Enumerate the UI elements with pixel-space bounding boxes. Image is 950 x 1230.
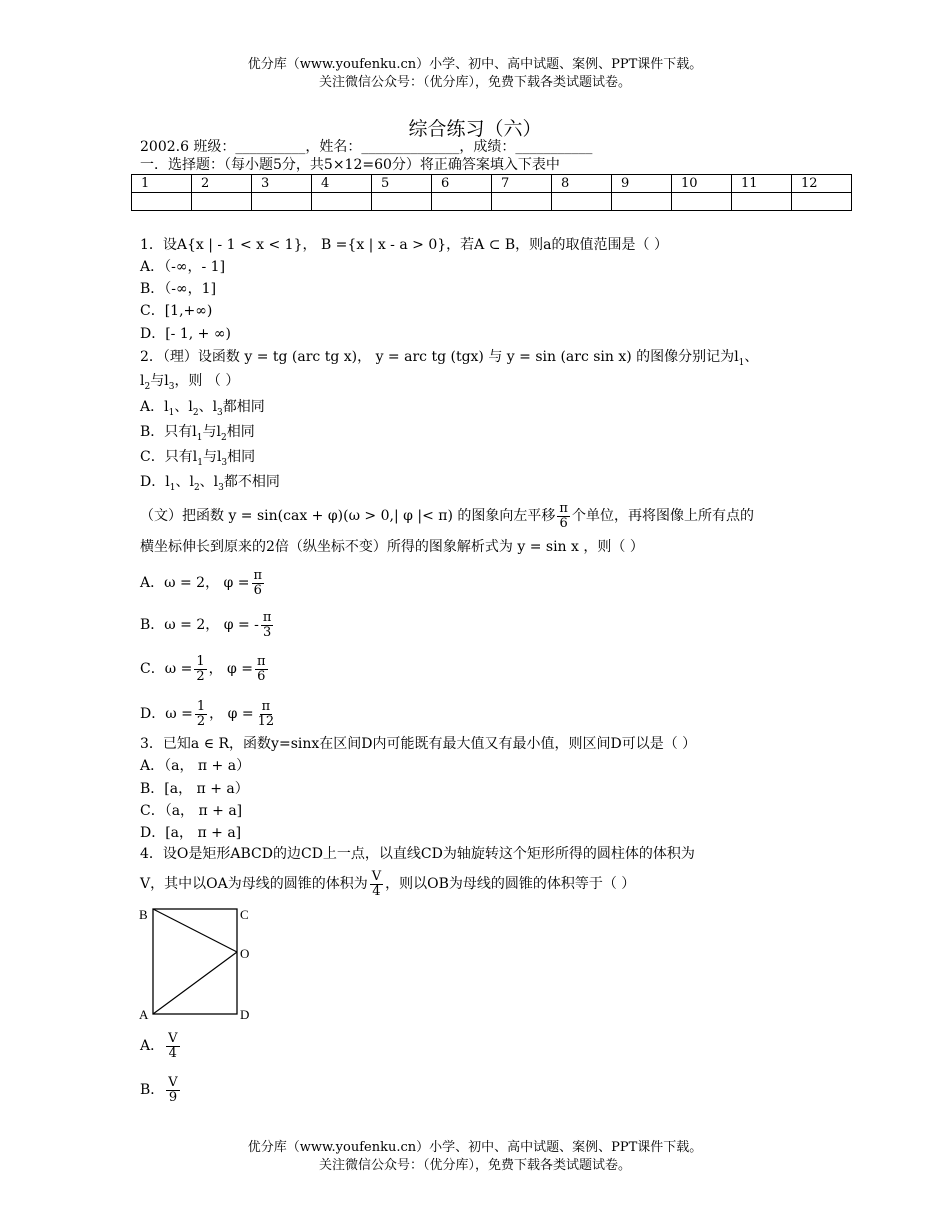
- answer-cell[interactable]: [192, 193, 252, 211]
- option-fraction: [252, 569, 265, 598]
- q2-sub: 3: [168, 381, 175, 392]
- q1-stem: 1．设A{x | - 1 < x < 1}， B ={x | x - a > 0}，若A ⊂ B，则a的取值范围是（ ）: [140, 237, 668, 253]
- q2-l: l: [164, 399, 169, 415]
- label-o: O: [240, 946, 250, 961]
- fraction-denominator: 6: [559, 515, 568, 531]
- q2-with: 与: [202, 424, 217, 440]
- fraction-numerator: 1: [196, 698, 206, 714]
- q4-stem-text: V，其中以OA为母线的圆锥的体积为: [140, 876, 368, 892]
- q4-stem-end: ，则以OB为母线的圆锥的体积等于（ ）: [385, 876, 636, 892]
- q2-l: l: [192, 424, 197, 440]
- fraction-numerator: V: [168, 1074, 178, 1090]
- q2-sub: 2: [144, 381, 151, 392]
- label-d: D: [240, 1007, 250, 1022]
- fraction-denominator: 4: [168, 1045, 177, 1061]
- q4-option-b: [140, 1072, 182, 1108]
- answer-cell[interactable]: [792, 193, 852, 211]
- q2-d-end: 都不相同: [223, 474, 280, 490]
- answer-number: 9: [612, 175, 672, 193]
- option-label: C．只有: [140, 449, 193, 465]
- answer-number: 6: [432, 175, 492, 193]
- option-label: C．: [140, 661, 165, 677]
- answer-number: 2: [192, 175, 252, 193]
- fraction-numerator: π: [261, 698, 271, 714]
- q4-stem-line-2: [140, 866, 635, 902]
- page-header-line-1: 优分库（www.youfenku.cn）小学、初中、高中试题、案例、PPT课件下载。: [247, 57, 703, 72]
- answer-number: 12: [792, 175, 852, 193]
- answer-number: 3: [252, 175, 312, 193]
- q2-l: l: [164, 373, 169, 389]
- q2w-stem-line-1: [140, 501, 754, 531]
- q2-sub: 1: [197, 457, 203, 468]
- q2-sub: 1: [196, 432, 203, 443]
- fraction-denominator: 6: [257, 668, 266, 684]
- segment-oa: [153, 952, 237, 1014]
- q2w-stem-text: （文）把函数 y = sin(cax + φ)(ω > 0,| φ |< π) 的图象向左平移: [140, 508, 556, 524]
- shift-fraction: [557, 502, 570, 531]
- option-fraction: [166, 1032, 179, 1061]
- q2-l: l: [216, 424, 221, 440]
- q4-option-a: [140, 1028, 182, 1064]
- q2-sub: 1: [168, 407, 175, 418]
- option-label: A．: [140, 575, 165, 591]
- q2-sub: 2: [193, 482, 200, 493]
- volume-fraction: [370, 870, 383, 899]
- option-text: ， φ =: [208, 661, 254, 677]
- q3-stem: 3．已知a ∈ R，函数y=sinx在区间D内可能既有最大值又有最小值，则区间D可以是（ ）: [140, 736, 697, 752]
- label-a: A: [139, 1007, 149, 1022]
- q2-l: l: [212, 399, 218, 415]
- answer-cell[interactable]: [612, 193, 672, 211]
- q2w-option-a: [140, 565, 266, 601]
- label-c: C: [240, 907, 249, 922]
- q2-sub: 3: [218, 482, 224, 493]
- answer-cell[interactable]: [492, 193, 552, 211]
- q3-option-d: D．[a， π + a]: [140, 825, 242, 841]
- phi-fraction: [256, 700, 277, 729]
- q1-option-a: A．（-∞，- 1]: [140, 259, 226, 275]
- fraction-denominator: 3: [263, 624, 272, 640]
- q2-same: 相同: [227, 449, 256, 465]
- q4-stem-line-1: 4．设O是矩形ABCD的边CD上一点，以直线CD为轴旋转这个矩形所得的圆柱体的体积为: [140, 846, 695, 862]
- option-label: A．: [140, 1038, 165, 1054]
- fraction-denominator: 6: [253, 582, 262, 598]
- answer-cell[interactable]: [732, 193, 792, 211]
- option-label: A．: [140, 399, 165, 415]
- option-text: ω =: [164, 661, 193, 677]
- q2-sep: 、: [199, 474, 214, 490]
- omega-fraction: [194, 655, 206, 684]
- answer-cell[interactable]: [432, 193, 492, 211]
- q2-sub: 1: [169, 482, 176, 493]
- answer-cell[interactable]: [372, 193, 432, 211]
- answer-cell[interactable]: [252, 193, 312, 211]
- q2-option-b: [140, 423, 255, 447]
- fraction-numerator: 1: [196, 653, 205, 669]
- option-label: D．: [140, 474, 166, 490]
- rectangle-diagram: [137, 902, 257, 1024]
- answer-number: 1: [132, 175, 192, 193]
- q2w-stem-line-2: 横坐标伸长到原来的2倍（纵坐标不变）所得的图象解析式为 y = sin x ，则（ ）: [140, 539, 644, 555]
- q2-stem-end: ，则 （ ）: [174, 373, 240, 389]
- fraction-denominator: 2: [196, 713, 206, 729]
- answer-cell[interactable]: [132, 193, 192, 211]
- label-b: B: [139, 907, 148, 922]
- q2w-option-c: [140, 651, 270, 687]
- answer-cell[interactable]: [672, 193, 732, 211]
- q2-with: 与: [202, 449, 217, 465]
- q3-option-b: B．[a， π + a）: [140, 781, 249, 797]
- option-label: B．: [140, 617, 165, 633]
- fraction-denominator: 2: [196, 668, 205, 684]
- option-fraction: [261, 611, 274, 640]
- q2-same: 相同: [226, 424, 255, 440]
- option-text: ， φ =: [209, 706, 254, 722]
- fraction-numerator: π: [559, 500, 568, 516]
- q2-l: l: [189, 474, 194, 490]
- answer-number: 8: [552, 175, 612, 193]
- answer-number: 4: [312, 175, 372, 193]
- option-text: ω = 2， φ = -: [164, 617, 259, 633]
- fraction-numerator: π: [257, 653, 266, 669]
- q2-a-end: 都相同: [222, 399, 265, 415]
- q2-sub: 3: [217, 407, 223, 418]
- q2-sub: 1: [738, 357, 745, 368]
- q2-sep: 、: [175, 474, 190, 490]
- answer-number: 11: [732, 175, 792, 193]
- page-footer-line-1: 优分库（www.youfenku.cn）小学、初中、高中试题、案例、PPT课件下载。: [247, 1140, 703, 1155]
- q3-option-a: A．（a， π + a）: [140, 758, 251, 774]
- q3-option-c: C．（a， π + a]: [140, 803, 243, 819]
- q2-l: l: [165, 474, 170, 490]
- q2-sub: 2: [221, 432, 227, 443]
- segment-ob: [153, 909, 237, 952]
- q2-l: l: [140, 373, 145, 389]
- option-fraction: [166, 1076, 179, 1105]
- q1-option-c: C．[1,+∞): [140, 303, 213, 319]
- q2-stem-line-1: [140, 348, 758, 372]
- q2-sub: 3: [221, 457, 228, 468]
- q2-sep: 、: [198, 399, 213, 415]
- answer-table-header-row: [132, 175, 852, 193]
- q2-l: l: [216, 449, 222, 465]
- q2-sep: 、: [174, 399, 189, 415]
- fraction-denominator: 4: [372, 883, 381, 899]
- option-label: B．: [140, 1082, 165, 1098]
- phi-fraction: [255, 655, 268, 684]
- q2-option-a: [140, 398, 265, 422]
- page-title: 综合练习（六）: [408, 118, 542, 140]
- q2-stem-line-2: [140, 372, 239, 396]
- q2w-stem-end: 个单位，再将图像上所有点的: [571, 508, 754, 524]
- q1-option-b: B．（-∞，1]: [140, 281, 217, 297]
- answer-table-blank-row: [132, 193, 852, 211]
- fraction-numerator: π: [253, 567, 263, 583]
- q2-option-d: [140, 473, 280, 497]
- answer-number: 7: [492, 175, 552, 193]
- option-text: ω = 2， φ =: [164, 575, 250, 591]
- q2-stem-text: 2．（理）设函数 y = tg (arc tg x)， y = arc tg (tgx) 与 y = sin (arc sin x) 的图像分别记为: [140, 349, 735, 365]
- omega-fraction: [195, 700, 207, 729]
- option-label: B．只有: [140, 424, 193, 440]
- q2w-option-d: [140, 696, 278, 732]
- q2-option-c: [140, 448, 255, 472]
- fraction-denominator: 12: [257, 713, 275, 729]
- fraction-numerator: V: [371, 868, 382, 884]
- answer-cell[interactable]: [552, 193, 612, 211]
- q2-with: 与: [150, 373, 165, 389]
- section-line: 一．选择题：（每小题5分，共5×12=60分）将正确答案填入下表中: [140, 157, 560, 173]
- q2-l: l: [734, 349, 739, 365]
- option-text: ω =: [165, 706, 193, 722]
- q2-l: l: [188, 399, 193, 415]
- q2-sub: 2: [192, 407, 199, 418]
- q2-l: l: [213, 474, 219, 490]
- q2-l: l: [192, 449, 198, 465]
- answer-number: 5: [372, 175, 432, 193]
- page-footer-line-2: 关注微信公众号：（优分库），免费下载各类试题试卷。: [318, 1158, 631, 1173]
- info-line: 2002.6 班级：__________，姓名：______________，成绩：___________: [140, 139, 593, 155]
- q1-option-d: D．[- 1, + ∞): [140, 326, 231, 342]
- q2-sep: 、: [744, 349, 759, 365]
- fraction-numerator: π: [262, 609, 272, 625]
- fraction-numerator: V: [168, 1030, 178, 1046]
- answer-table: [131, 174, 852, 211]
- page-header-line-2: 关注微信公众号：（优分库），免费下载各类试题试卷。: [318, 75, 631, 90]
- fraction-denominator: 9: [168, 1089, 178, 1105]
- answer-cell[interactable]: [312, 193, 372, 211]
- q2w-option-b: [140, 607, 275, 643]
- answer-number: 10: [672, 175, 732, 193]
- option-label: D．: [140, 706, 166, 722]
